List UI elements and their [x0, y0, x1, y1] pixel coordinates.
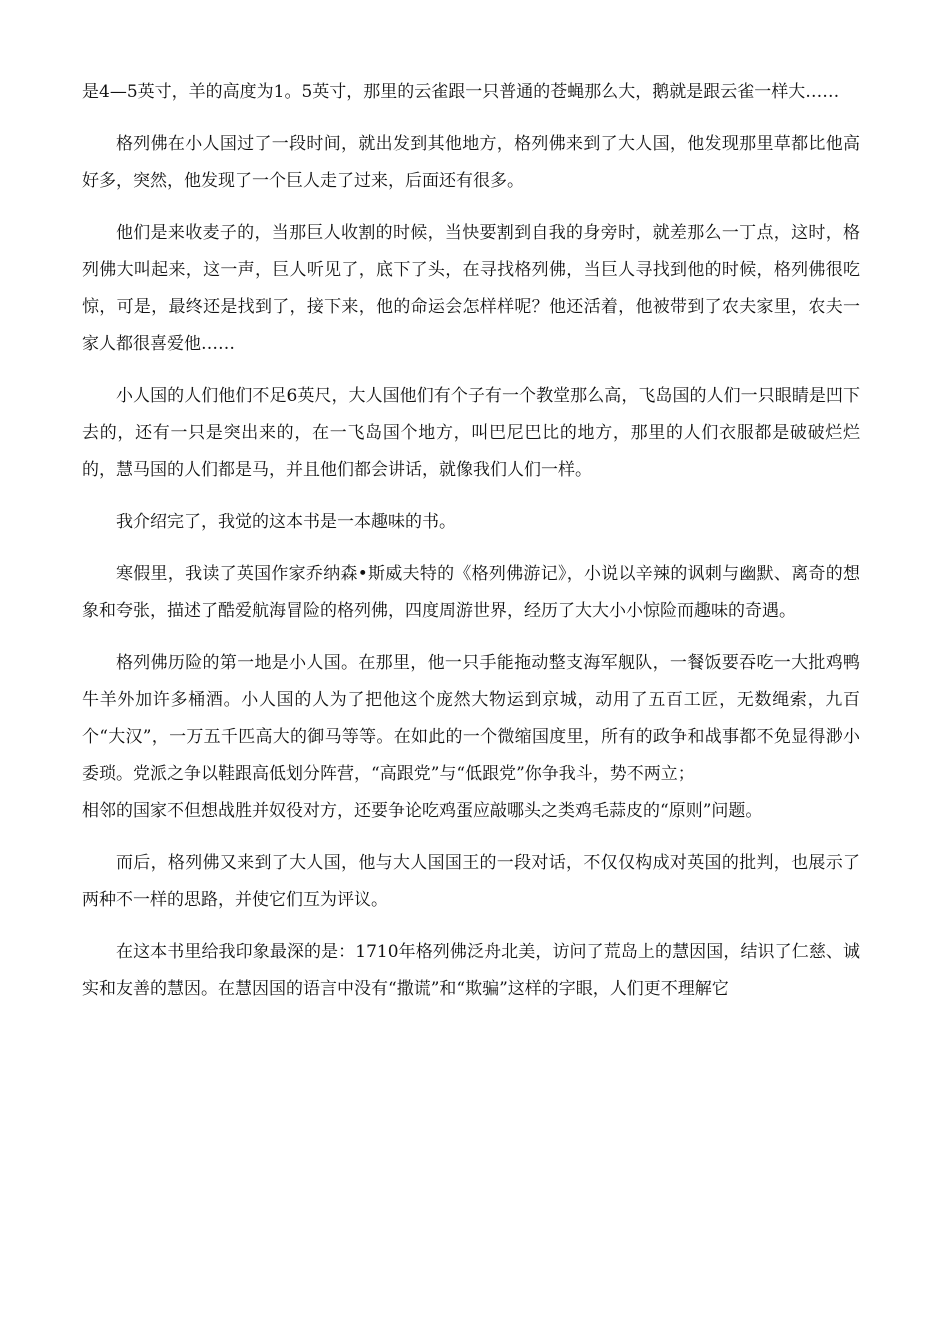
- paragraph-6: 寒假里，我读了英国作家乔纳森•斯威夫特的《格列佛游记》，小说以辛辣的讽刺与幽默、离奇的想象和夸张，描述了酷爱航海冒险的格列佛，四度周游世界，经历了大大小小惊险而趣味的奇遇。: [82, 564, 860, 621]
- paragraph-7: 格列佛历险的第一地是小人国。在那里，他一只手能拖动整支海军舰队，一餐饭要吞吃一大批鸡鸭牛羊外加许多桶酒。小人国的人为了把他这个庞然大物运到京城，动用了五百工匠，无数绳索，九百个“大汉”，一万五千匹高大的御马等等。在如此的一个微缩国度里，所有的政争和战事都不免显得渺小委琐。党派之争以鞋跟高低划分阵营，“高跟党”与“低跟党”你争我斗，势不两立；: [82, 653, 860, 784]
- paragraph-5: 我介绍完了，我觉的这本书是一本趣味的书。: [116, 512, 456, 532]
- paragraph-2: 格列佛在小人国过了一段时间，就出发到其他地方，格列佛来到了大人国，他发现那里草都比他高好多，突然，他发现了一个巨人走了过来，后面还有很多。: [82, 134, 860, 191]
- document-page: [82, 74, 860, 1023]
- paragraph-9: 而后，格列佛又来到了大人国，他与大人国国王的一段对话，不仅仅构成对英国的批判，也展示了两种不一样的思路，并使它们互为评议。: [82, 853, 860, 910]
- paragraph-1: 是4—5英寸，羊的高度为1。5英寸，那里的云雀跟一只普通的苍蝇那么大，鹅就是跟云雀一样大……: [82, 82, 840, 102]
- paragraph-8: 相邻的国家不但想战胜并奴役对方，还要争论吃鸡蛋应敲哪头之类鸡毛蒜皮的“原则”问题。: [82, 801, 763, 821]
- paragraph-3: 他们是来收麦子的，当那巨人收割的时候，当快要割到自我的身旁时，就差那么一丁点，这时，格列佛大叫起来，这一声，巨人听见了，底下了头，在寻找格列佛，当巨人寻找到他的时候，格列佛很吃惊，可是，最终还是找到了，接下来，他的命运会怎样样呢？他还活着，他被带到了农夫家里，农夫一家人都很喜爱他……: [82, 223, 860, 354]
- paragraph-10: 在这本书里给我印象最深的是：1710年格列佛泛舟北美，访问了荒岛上的慧因国，结识了仁慈、诚实和友善的慧因。在慧因国的语言中没有“撒谎”和“欺骗”这样的字眼，人们更不理解它: [82, 942, 860, 999]
- paragraph-4: 小人国的人们他们不足6英尺，大人国他们有个子有一个教堂那么高，飞岛国的人们一只眼睛是凹下去的，还有一只是突出来的，在一飞岛国个地方，叫巴尼巴比的地方，那里的人们衣服都是破破烂烂的，慧马国的人们都是马，并且他们都会讲话，就像我们人们一样。: [82, 386, 860, 480]
